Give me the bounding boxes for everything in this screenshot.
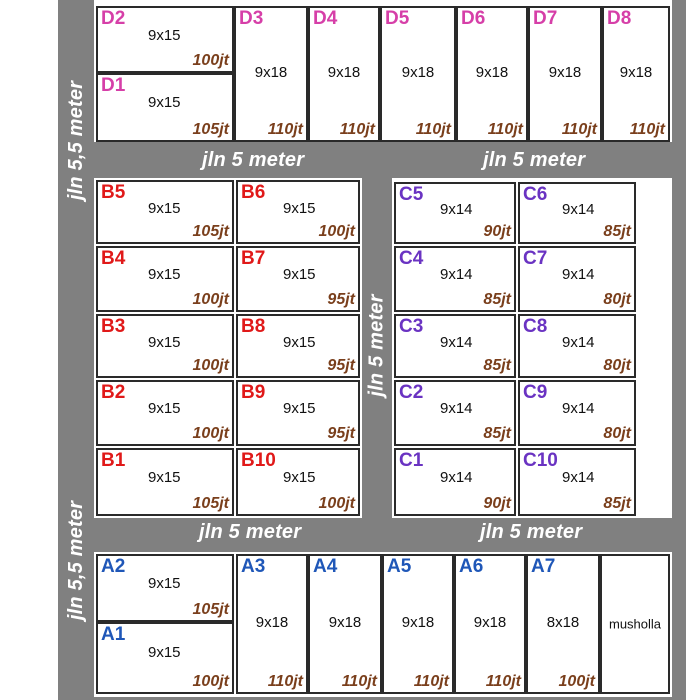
- lot-a3: [236, 554, 308, 694]
- road-label-south-right: jln 5 meter: [480, 520, 583, 543]
- lot-price: 110jt: [561, 121, 597, 138]
- lot-size: 9x14: [440, 400, 473, 417]
- lot-price: 90jt: [483, 223, 511, 240]
- lot-price: 105jt: [192, 223, 229, 240]
- lot-size: 9x14: [440, 266, 473, 283]
- lot-c4: [394, 246, 516, 312]
- lot-size: 9x15: [283, 469, 316, 486]
- lot-code: C3: [399, 316, 424, 337]
- lot-size: 9x18: [619, 64, 653, 81]
- lot-c9: [518, 380, 636, 446]
- lot-code: C2: [399, 382, 424, 403]
- lot-size: 9x18: [473, 614, 507, 631]
- lot-price: 95jt: [327, 425, 355, 442]
- road-label-north-left: jln 5 meter: [202, 148, 305, 171]
- road-label-west-upper: jln 5,5 meter: [64, 80, 87, 200]
- lot-size: 9x14: [562, 469, 595, 486]
- road-north: [94, 142, 672, 178]
- lot-c5: [394, 182, 516, 244]
- lot-b6: [236, 180, 360, 244]
- lot-size: 9x18: [255, 614, 289, 631]
- lot-code: C1: [399, 450, 424, 471]
- lot-size: 9x18: [401, 64, 435, 81]
- lot-code: C7: [523, 248, 548, 269]
- lot-size: 9x15: [148, 575, 181, 592]
- lot-code: C4: [399, 248, 424, 269]
- lot-size: 9x15: [148, 334, 181, 351]
- lot-price: 80jt: [603, 357, 631, 374]
- lot-price: 80jt: [603, 291, 631, 308]
- lot-code: A2: [101, 556, 126, 577]
- lot-size: 9x14: [440, 201, 473, 218]
- lot-size: 8x18: [546, 614, 580, 631]
- lot-c2: [394, 380, 516, 446]
- lot-price: 100jt: [192, 673, 229, 690]
- lot-size: 9x14: [562, 400, 595, 417]
- lot-price: 100jt: [318, 495, 355, 512]
- lot-code: A1: [101, 624, 126, 645]
- lot-price: 110jt: [341, 673, 377, 690]
- lot-size: 9x15: [283, 400, 316, 417]
- lot-musholla: [600, 554, 670, 694]
- lot-b10: [236, 448, 360, 516]
- lot-code: C5: [399, 184, 424, 205]
- lot-a7: [526, 554, 600, 694]
- lot-code: A4: [313, 556, 338, 577]
- lot-d4: [308, 6, 380, 142]
- lot-code: C10: [523, 450, 558, 471]
- lot-c7: [518, 246, 636, 312]
- lot-size: 9x15: [148, 200, 181, 217]
- lot-size: 9x15: [148, 644, 181, 661]
- lot-c6: [518, 182, 636, 244]
- lot-price: 110jt: [485, 673, 521, 690]
- lot-code: B6: [241, 182, 266, 203]
- lot-price: 105jt: [192, 601, 229, 618]
- lot-code: B3: [101, 316, 126, 337]
- lot-code: A6: [459, 556, 484, 577]
- lot-price: 95jt: [327, 291, 355, 308]
- lot-price: 105jt: [192, 495, 229, 512]
- lot-price: 85jt: [483, 357, 511, 374]
- lot-size: 9x14: [440, 469, 473, 486]
- lot-price: 100jt: [192, 291, 229, 308]
- lot-size: 9x15: [283, 266, 316, 283]
- lot-price: 100jt: [192, 52, 229, 69]
- lot-price: 110jt: [267, 121, 303, 138]
- lot-size: 9x18: [328, 614, 362, 631]
- road-south: [94, 518, 672, 552]
- lot-code: A5: [387, 556, 412, 577]
- lot-price: 110jt: [629, 121, 665, 138]
- lot-price: 80jt: [603, 425, 631, 442]
- lot-price: 85jt: [603, 223, 631, 240]
- lot-size: 9x15: [148, 266, 181, 283]
- lot-b5: [96, 180, 234, 244]
- lot-code: A7: [531, 556, 556, 577]
- lot-d3: [234, 6, 308, 142]
- lot-size: 9x14: [440, 334, 473, 351]
- lot-price: 105jt: [192, 121, 229, 138]
- lot-code: D4: [313, 8, 338, 29]
- lot-b8: [236, 314, 360, 378]
- lot-size: 9x14: [562, 201, 595, 218]
- lot-d7: [528, 6, 602, 142]
- lot-code: C8: [523, 316, 548, 337]
- lot-price: 85jt: [483, 291, 511, 308]
- lot-a4: [308, 554, 382, 694]
- lot-d8: [602, 6, 670, 142]
- road-label-south-left: jln 5 meter: [199, 520, 302, 543]
- lot-code: B7: [241, 248, 266, 269]
- lot-code: B5: [101, 182, 126, 203]
- lot-b2: [96, 380, 234, 446]
- lot-price: 100jt: [558, 673, 595, 690]
- lot-d6: [456, 6, 528, 142]
- lot-code: C6: [523, 184, 548, 205]
- musholla-label: musholla: [608, 616, 662, 632]
- lot-code: A3: [241, 556, 266, 577]
- lot-code: D5: [385, 8, 410, 29]
- lot-size: 9x14: [562, 334, 595, 351]
- lot-code: C9: [523, 382, 548, 403]
- lot-size: 9x18: [401, 614, 435, 631]
- road-right-edge: [672, 0, 686, 700]
- lot-price: 110jt: [487, 121, 523, 138]
- lot-size: 9x15: [283, 200, 316, 217]
- lot-price: 110jt: [415, 121, 451, 138]
- lot-code: B10: [241, 450, 276, 471]
- lot-price: 100jt: [192, 357, 229, 374]
- lot-d5: [380, 6, 456, 142]
- lot-price: 110jt: [267, 673, 303, 690]
- lot-b4: [96, 246, 234, 312]
- lot-code: D3: [239, 8, 264, 29]
- lot-size: 9x18: [475, 64, 509, 81]
- lot-b9: [236, 380, 360, 446]
- lot-size: 9x18: [548, 64, 582, 81]
- lot-code: B2: [101, 382, 126, 403]
- lot-size: 9x15: [148, 469, 181, 486]
- lot-price: 85jt: [603, 495, 631, 512]
- lot-size: 9x18: [327, 64, 361, 81]
- lot-size: 9x15: [148, 400, 181, 417]
- lot-c3: [394, 314, 516, 378]
- lot-a6: [454, 554, 526, 694]
- lot-code: D1: [101, 75, 126, 96]
- lot-size: 9x15: [283, 334, 316, 351]
- lot-size: 9x15: [148, 27, 181, 44]
- lot-b3: [96, 314, 234, 378]
- lot-c1: [394, 448, 516, 516]
- lot-a5: [382, 554, 454, 694]
- lot-price: 85jt: [483, 425, 511, 442]
- lot-code: D7: [533, 8, 558, 29]
- road-label-north-right: jln 5 meter: [483, 148, 586, 171]
- lot-code: D6: [461, 8, 486, 29]
- lot-b7: [236, 246, 360, 312]
- lot-b1: [96, 448, 234, 516]
- lot-size: 9x15: [148, 94, 181, 111]
- lot-price: 100jt: [192, 425, 229, 442]
- road-label-middle: jln 5 meter: [365, 293, 388, 397]
- lot-code: B9: [241, 382, 266, 403]
- lot-c8: [518, 314, 636, 378]
- lot-code: B8: [241, 316, 266, 337]
- road-label-west-lower: jln 5,5 meter: [64, 500, 87, 620]
- lot-d1: [96, 73, 234, 142]
- lot-a2: [96, 554, 234, 622]
- lot-price: 100jt: [318, 223, 355, 240]
- lot-price: 110jt: [413, 673, 449, 690]
- lot-a1: [96, 622, 234, 694]
- lot-size: 9x18: [254, 64, 288, 81]
- lot-size: 9x14: [562, 266, 595, 283]
- lot-code: D8: [607, 8, 632, 29]
- lot-c10: [518, 448, 636, 516]
- lot-price: 95jt: [327, 357, 355, 374]
- lot-price: 90jt: [483, 495, 511, 512]
- lot-code: B4: [101, 248, 126, 269]
- lot-price: 110jt: [339, 121, 375, 138]
- lot-code: D2: [101, 8, 126, 29]
- lot-d2: [96, 6, 234, 73]
- lot-code: B1: [101, 450, 126, 471]
